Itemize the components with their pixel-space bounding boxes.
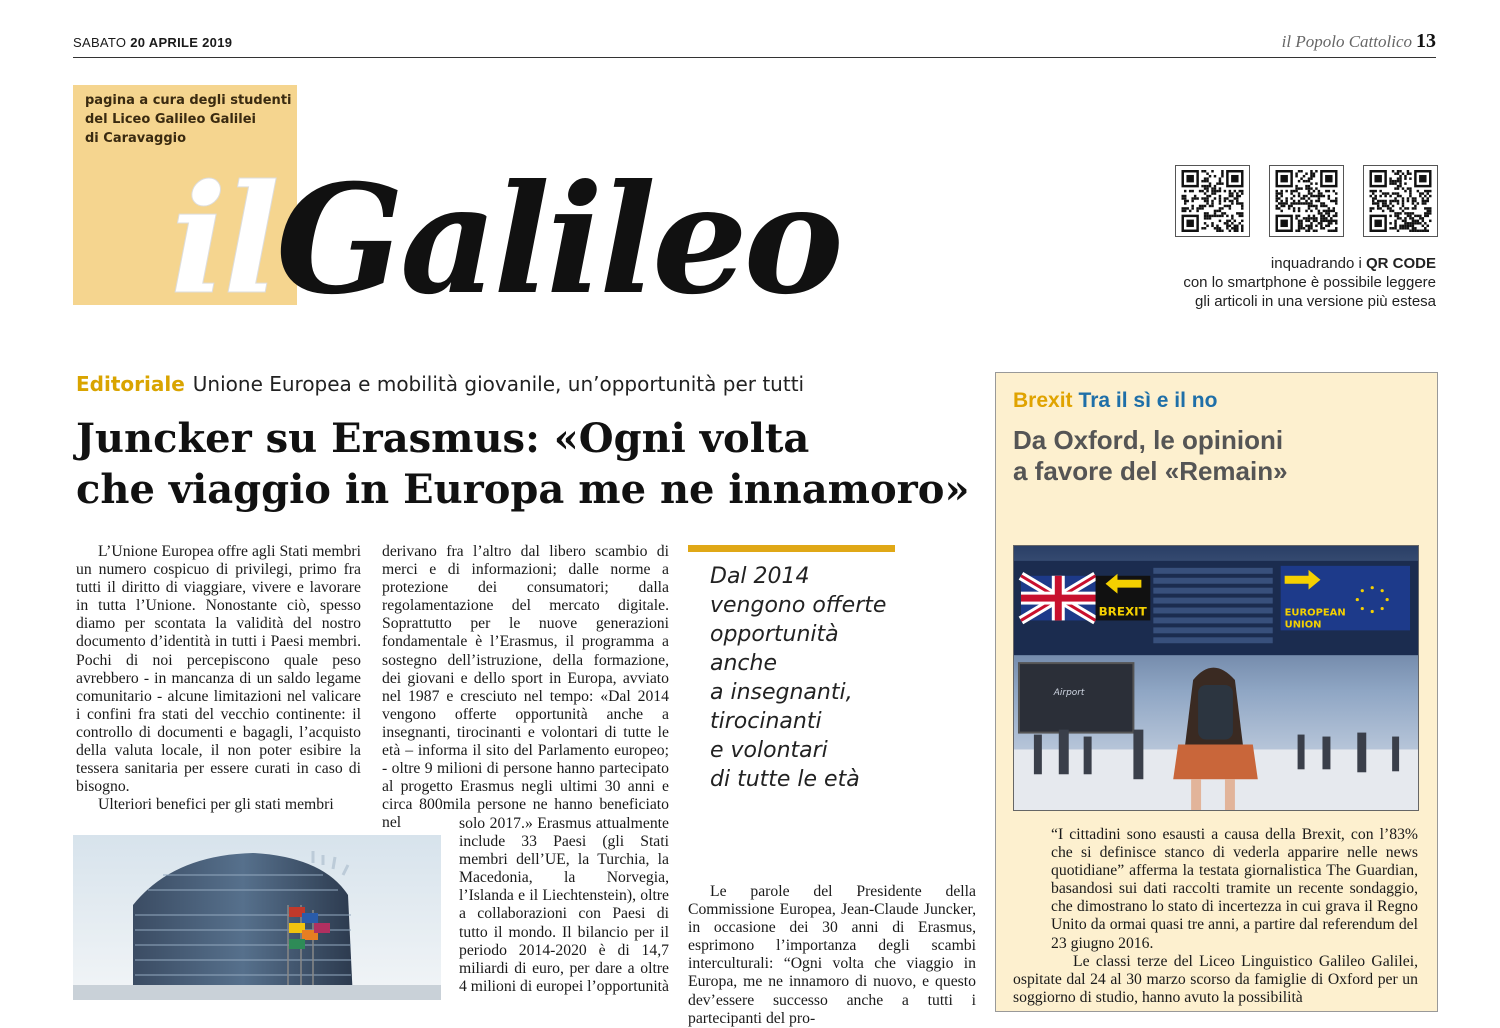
article-headline xyxy=(76,413,976,515)
qr-code-icon[interactable] xyxy=(1175,165,1250,237)
sidebar-kicker xyxy=(1013,389,1217,413)
parliament-photo xyxy=(73,835,441,1000)
paragraph: L’Unione Europea offre agli Stati membri un numero cospicuo di privilegi, primo fra tutti il diritto di viaggiare, vivere e lavorare in tutta l’Unione. Nonostante ciò, spesso diamo per scontata la validità del nostro documento d’identità in tutti i Paesi membri. Pochi di noi percepiscono quale peso avrebbero - in mancanza di un saldo legame comunitario - alcune limitazioni nel valicare i confini fra stati del vecchio continente: il controllo di documenti e bagagli, l’acquisto della valuta locale, il non poter esibire la tessera sanitaria per essere curati in caso di bisogno. xyxy=(76,543,361,796)
paragraph: Le parole del Presidente della Commissione Europea, Jean-Claude Juncker, in occasione dei 30 anni di Erasmus, esprimono l’importanza degli scambi interculturali: “Ogni volta che viaggio in Europa, me ne innamoro di nuovo, e questo dev’essere successo anche a tutti i partecipanti del pro- xyxy=(688,883,976,1027)
credit-line: del Liceo Galileo Galilei xyxy=(85,112,256,127)
article-column-4 xyxy=(688,883,976,1028)
credit-line: di Caravaggio xyxy=(85,131,187,146)
kicker-label: Editoriale xyxy=(76,372,185,396)
article-column-2 xyxy=(382,543,669,833)
qr-code-icon[interactable] xyxy=(1363,165,1438,237)
pullquote-line: e volontari xyxy=(710,738,828,763)
qr-text-pre: inquadrando i xyxy=(1270,255,1362,272)
pullquote xyxy=(710,562,910,794)
kicker-text: Unione Europea e mobilità giovanile, un’opportunità per tutti xyxy=(192,372,805,396)
sidebar-kicker-text: Tra il sì e il no xyxy=(1078,389,1218,412)
uk-flag-icon xyxy=(1021,576,1096,621)
article-column-3 xyxy=(459,815,669,996)
qr-instructions xyxy=(1183,254,1436,311)
header-rule xyxy=(73,57,1436,58)
photo-sign-eu-2: UNION xyxy=(1284,619,1322,631)
sidebar-article xyxy=(1013,826,1418,1007)
paragraph: solo 2017.» Erasmus attualmente include 33 Paesi (gli Stati membri dell’UE, la Turchia, la Macedonia, la Norvegia, l’Islanda e il Liechtenstein), oltre a collaborazioni con Paesi di tutto il mondo. Il bilancio per il periodo 2014-2020 è di 14,7 miliardi di euro, per dare a oltre 4 milioni di europei l’opportunità xyxy=(459,815,670,995)
paragraph: Ulteriori benefici per gli stati membri xyxy=(98,796,334,814)
article-column-1 xyxy=(76,543,361,814)
photo-screen-text: Airport xyxy=(1053,687,1085,698)
credit-line: pagina a cura degli studenti xyxy=(85,93,292,108)
newspaper-name: il Popolo Cattolico xyxy=(1281,32,1412,51)
qr-text-line: con lo smartphone è possibile leggere xyxy=(1183,274,1436,291)
pullquote-bar xyxy=(688,545,895,552)
qr-text-line: gli articoli in una versione più estesa xyxy=(1195,293,1436,310)
header-date xyxy=(73,35,232,50)
pullquote-line: a insegnanti, xyxy=(710,680,853,705)
airport-photo xyxy=(1013,545,1419,811)
page-credit xyxy=(85,91,291,148)
pullquote-line: di tutte le età xyxy=(710,767,860,792)
pullquote-line: Dal 2014 xyxy=(710,564,810,589)
photo-sign-eu-1: EUROPEAN xyxy=(1284,607,1346,619)
header-day: SABATO xyxy=(73,35,127,50)
pullquote-line: anche xyxy=(710,651,777,676)
photo-sign-brexit: BREXIT xyxy=(1098,604,1147,619)
sidebar-title xyxy=(1013,425,1413,487)
paragraph: derivano fra l’altro dal libero scambio di merci e di informazioni; dalle norme a protezione dei consumatori; dalla regolamentazione del mercato digitale. Soprattutto per le nuove generazioni fondamentale è l’Erasmus, il programma a sostegno dell’istruzione, della formazione, dei giovani e dello sport in Europa, avviato nel 1987 e cresciuto nel tempo: «Dal 2014 vengono offerte opportunità anche a insegnanti, tirocinanti e volontari di tutte le età – informa il sito del Parlamento europeo; - oltre 9 milioni di persone hanno partecipato al progetto Erasmus negli ultimi 30 anni e circa 800mila persone ne hanno beneficiato nel xyxy=(382,543,669,832)
pullquote-line: vengono offerte xyxy=(710,593,887,618)
sidebar-kicker-label: Brexit xyxy=(1013,389,1073,412)
header-date-value: 20 APRILE 2019 xyxy=(130,35,233,50)
masthead-prefix: il xyxy=(170,152,276,328)
qr-code-icon[interactable] xyxy=(1269,165,1344,237)
pullquote-line: opportunità xyxy=(710,622,839,647)
headline-line: che viaggio in Europa me ne innamoro» xyxy=(76,466,970,513)
page-number: 13 xyxy=(1416,30,1436,52)
paragraph: Le classi terze del Liceo Linguistico Galileo Galilei, ospitate dal 24 al 30 marzo scorso da famiglie di Oxford per un soggiorno di studio, hanno avuto la possibilità xyxy=(1013,952,1418,1006)
sidebar-title-line: Da Oxford, le opinioni xyxy=(1013,425,1284,455)
paragraph: “I cittadini sono esausti a causa della Brexit, con l’83% che si definisce stanco di vederla apparire nelle news quotidiane” afferma la testata giornalistica The Guardian, basandosi sui dati raccolti tramite un recente sondaggio, che dimostrano lo stato di incertezza in cui grava il Regno Unito da ormai quasi tre anni, a partire dal referendum del 23 giugno 2016. xyxy=(1051,826,1418,952)
masthead-name: Galileo xyxy=(275,152,840,328)
headline-line: Juncker su Erasmus: «Ogni volta xyxy=(76,415,810,462)
pullquote-line: tirocinanti xyxy=(710,709,822,734)
header-newspaper xyxy=(1282,30,1436,53)
qr-text-bold: QR CODE xyxy=(1365,255,1436,272)
editorial-kicker xyxy=(76,372,804,396)
sidebar-title-line: a favore del «Remain» xyxy=(1013,456,1288,486)
masthead-title xyxy=(170,150,840,330)
